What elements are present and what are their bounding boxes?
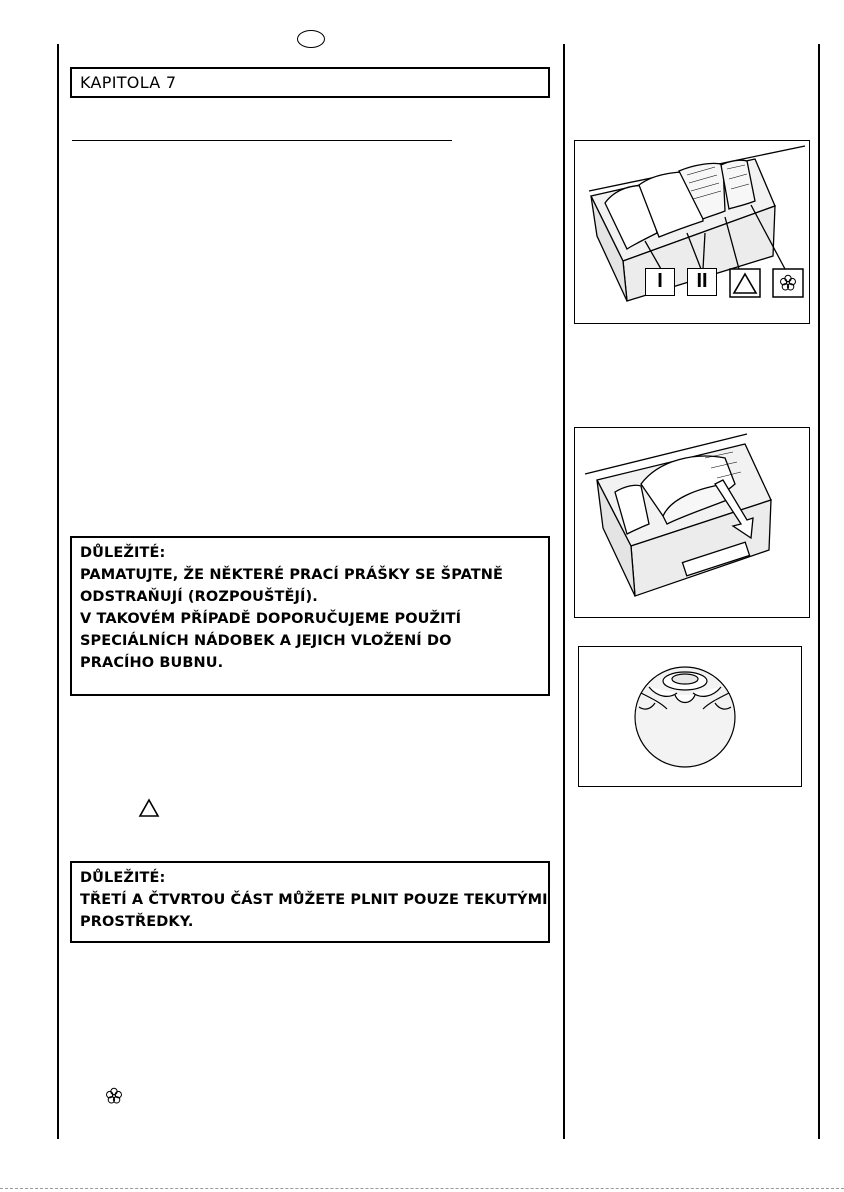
compartment-label-ii: II: [687, 268, 717, 296]
dosing-ball-figure: [578, 646, 802, 787]
language-badge: [297, 30, 325, 48]
note-line: PAMATUJTE, ŽE NĚKTERÉ PRACÍ PRÁŠKY SE ŠPATNĚ: [80, 567, 504, 583]
compartment-label-i: I: [645, 268, 675, 296]
page-bottom-edge: [0, 1188, 844, 1189]
chapter-title-box: [70, 67, 550, 98]
section-heading-rule: [72, 140, 452, 141]
triangle-icon: [138, 798, 160, 818]
dosing-ball-illustration: [579, 647, 803, 788]
detergent-drawer-compartments-figure: [574, 140, 810, 324]
drawer-insert-illustration: [575, 428, 811, 619]
detergent-drawer-insert-figure: [574, 427, 810, 618]
flower-label-box: [773, 269, 803, 297]
flower-icon: [105, 1087, 123, 1105]
note-line: ODSTRAŇUJÍ (ROZPOUŠTĚJÍ).: [80, 589, 318, 605]
note-line: PROSTŘEDKY.: [80, 914, 194, 930]
note-line: TŘETÍ A ČTVRTOU ČÁST MŮŽETE PLNIT POUZE TEKUTÝMI: [80, 892, 548, 908]
right-margin-line: [818, 44, 820, 1139]
note-heading: DŮLEŽITÉ:: [80, 870, 166, 886]
note-heading: DŮLEŽITÉ:: [80, 545, 166, 561]
note-line: PRACÍHO BUBNU.: [80, 655, 224, 671]
note-line: SPECIÁLNÍCH NÁDOBEK A JEJICH VLOŽENÍ DO: [80, 633, 452, 649]
note-line: V TAKOVÉM PŘÍPADĚ DOPORUČUJEME POUŽITÍ: [80, 611, 462, 627]
left-margin-line: [57, 44, 59, 1139]
important-note-powders: [70, 536, 550, 696]
chapter-title: KAPITOLA 7: [80, 73, 177, 92]
important-note-liquids: [70, 861, 550, 943]
column-divider-line: [563, 44, 565, 1139]
drawer-illustration: [575, 141, 811, 325]
